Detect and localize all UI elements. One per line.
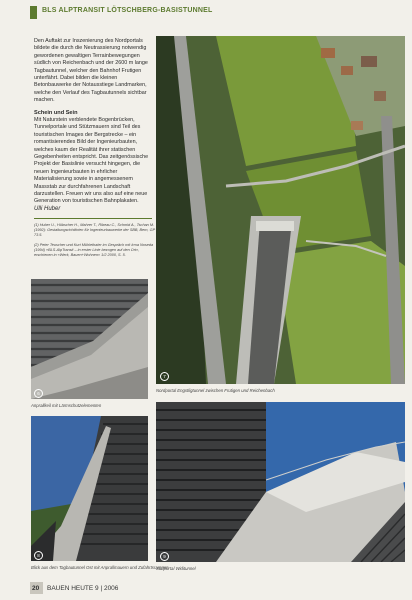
footnote-2: (2) Peter Teuscher und Kurt Mühlethaler im Gespräch mit Irma Noseda (1994) «BLS-AlpTransit – in erster Linie bezogen auf den Ort», erschienen in «Werk, Bauen+Wohnen» 1/2 2000, S. 5. <box>34 243 154 258</box>
author-name: Ulli Huber <box>34 206 61 212</box>
caption-photo-c: Blick aus dem Tagbautunnel Ost mit Anprallmauern und Zufahrtsrampen <box>31 565 169 570</box>
footnote-1: (1) Huber U., Hübscher H., Mahrer T., Ribeau C., Schmid A., Tschan M. (1992): Gestaltungsrichtlinien für Ingenieurbauwerke der SBB, Bern, GP 73.5. <box>34 223 156 238</box>
header-accent-block <box>30 6 37 19</box>
body-paragraph-1: Den Auftakt zur Inszenierung des Nordportals bildete die durch die Neutrassierung notwendig gewordenen gewaltigen Terrainbewegungen südlich von Reichenbach und der 2600 m lange Tagbautunnel, welcher den Bahnhof Frutigen unterfährt. Dabei bilden die kleinen Betonbauwerke der Notausstiege Landmarken, welche den Verlauf des Tagbautunnels sichtbar machen. <box>34 38 148 104</box>
photo-number-d: 9 <box>160 552 169 561</box>
photo-aerial-tunnel-portal <box>156 36 405 384</box>
publication-name: BAUEN HEUTE 9 | 2006 <box>47 585 119 592</box>
footnote-divider <box>34 218 152 219</box>
caption-photo-b: Nordportal Engstligtunnel zwischen Frutigen und Reichenbach <box>156 388 275 393</box>
section-subhead: Schein und Sein <box>34 110 78 116</box>
caption-photo-d: Südportal Widitunnel <box>156 566 196 571</box>
photo-number-b: 7 <box>160 372 169 381</box>
page-number: 20 <box>32 585 40 592</box>
photo-concrete-wedge <box>31 279 148 399</box>
body-paragraph-2: Mit Naturstein verblendete Bogenbrücken, Tunnelportale und Stützmauern sind Teil des touristischen Images der Bergstrecke – ein romantisierendes Bild der Ingenieurbauten, welches kaum der Realität ihrer statischen Gegebenheiten entspricht. Das zeitgenössische Projekt der Basislinie versucht hingegen, die neuen Ingenieurbauten in ehrlicher Materialisierung sowie in angemessenem Massstab zur durchfahrenen Landschaft darzustellen. Freuen wir uns also auf eine neue Generation von touristischen Bahnplakaten. <box>34 117 149 205</box>
photo-number-a: 6 <box>34 389 43 398</box>
running-header: BLS ALPTRANSIT LÖTSCHBERG-BASISTUNNEL <box>42 7 213 14</box>
photo-suedportal <box>156 402 405 562</box>
photo-number-c: 8 <box>34 551 43 560</box>
caption-photo-a: Anprallkeil mit Lärmschutzelementen <box>31 403 102 408</box>
photo-tunnel-ost <box>31 416 148 561</box>
